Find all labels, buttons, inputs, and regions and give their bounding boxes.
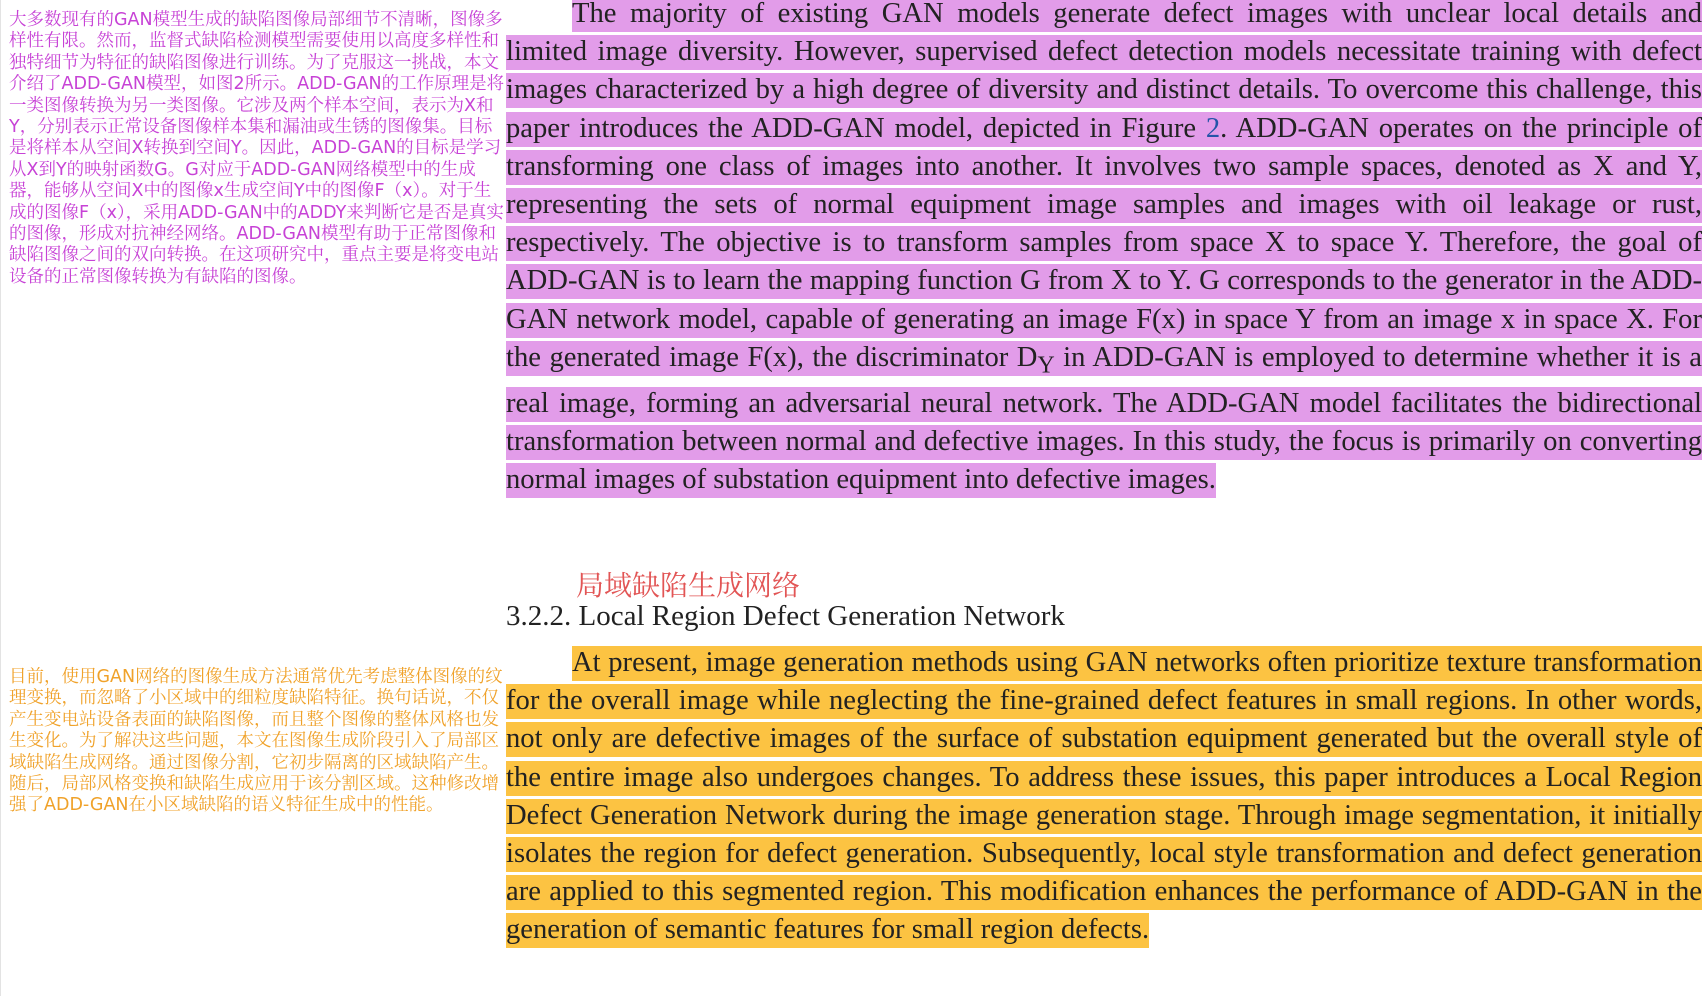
highlighted-paragraph-1[interactable]: [506, 0, 1702, 499]
section-title-zh: 局域缺陷生成网络: [576, 569, 801, 602]
translation-sidebar: [0, 0, 510, 996]
figure-2-link[interactable]: 2: [1205, 112, 1221, 144]
discriminator-subscript: Y: [1037, 352, 1055, 379]
zh-translation-note-1: 大多数现有的GAN模型生成的缺陷图像局部细节不清晰，图像多样性有限。然而，监督式缺陷检测模型需要使用以高度多样性和独特细节为特征的缺陷图像进行训练。为了克服这一挑战，本文介绍了ADD-GAN模型，如图2所示。ADD-GAN的工作原理是将一类图像转换为另一类图像。它涉及两个样本空间，表示为X和Y，分别表示正常设备图像样本集和漏油或生锈的图像集。目标是将样本从空间X转换到空间Y。因此，ADD-GAN的目标是学习从X到Y的映射函数G。G对应于ADD-GAN网络模型中的生成器，能够从空间X中的图像x生成空间Y中的图像F（x）。对于生成的图像F（x），采用ADD-GAN中的ADDY来判断它是否是真实的图像，形成对抗神经网络。ADD-GAN模型有助于正常图像和缺陷图像之间的双向转换。在这项研究中，重点主要是将变电站设备的正常图像转换为有缺陷的图像。: [9, 10, 505, 287]
paragraph-1-text-b: . ADD-GAN operates on the principle of transforming one class of images into another. It involves two sample spaces, denoted as X and Y, representing the sets of normal equipment image samples and images with oil leakage or rust, respectively. The objective is to transform samples from space X to space Y. Therefore, the goal of ADD-GAN is to learn the mapping function G from X to Y. G corresponds to the generator in the ADD-GAN network model, capable of generating an image F(x) in space Y from an image x in space X. For the generated image F(x), the discriminator D: [506, 112, 1702, 373]
paragraph-1-text-a: The majority of existing GAN models generate defect images with unclear local details and limited image diversity. However, supervised defect detection models necessitate training with defect images characterized by a high degree of diversity and distinct details. To overcome this challenge, this paper introduces the ADD-GAN model, depicted in Figure: [506, 0, 1702, 144]
paper-body: [506, 0, 1702, 996]
paragraph-1-text-c: in ADD-GAN is employed to determine whether it is a real image, forming an adversarial neural network. The ADD-GAN model facilitates the bidirectional transformation between normal and defective images. In this study, the focus is primarily on converting normal images of substation equipment into defective images.: [506, 341, 1702, 496]
purple-highlight: [506, 0, 1702, 498]
orange-highlight: [506, 646, 1702, 948]
section-heading: 3.2.2. Local Region Defect Generation Network: [506, 600, 1065, 632]
zh-translation-note-2: 目前，使用GAN网络的图像生成方法通常优先考虑整体图像的纹理变换，而忽略了小区域中的细粒度缺陷特征。换句话说，不仅产生变电站设备表面的缺陷图像，而且整个图像的整体风格也发生变化。为了解决这些问题，本文在图像生成阶段引入了局部区域缺陷生成网络。通过图像分割，它初步隔离的区域缺陷产生。随后，局部风格变换和缺陷生成应用于该分割区域。这种修改增强了ADD-GAN在小区域缺陷的语义特征生成中的性能。: [9, 667, 503, 816]
highlighted-paragraph-2[interactable]: [506, 644, 1702, 950]
paragraph-2-text: At present, image generation methods using GAN networks often prioritize texture transformation for the overall image while neglecting the fine-grained defect features in small regions. In other words, not only are defective images of the surface of substation equipment generated but the overall style of the entire image also undergoes changes. To address these issues, this paper introduces a Local Region Defect Generation Network during the image generation stage. Through image segmentation, it initially isolates the region for defect generation. Subsequently, local style transformation and defect generation are applied to this segmented region. This modification enhances the performance of ADD-GAN in the generation of semantic features for small region defects.: [506, 647, 1702, 946]
